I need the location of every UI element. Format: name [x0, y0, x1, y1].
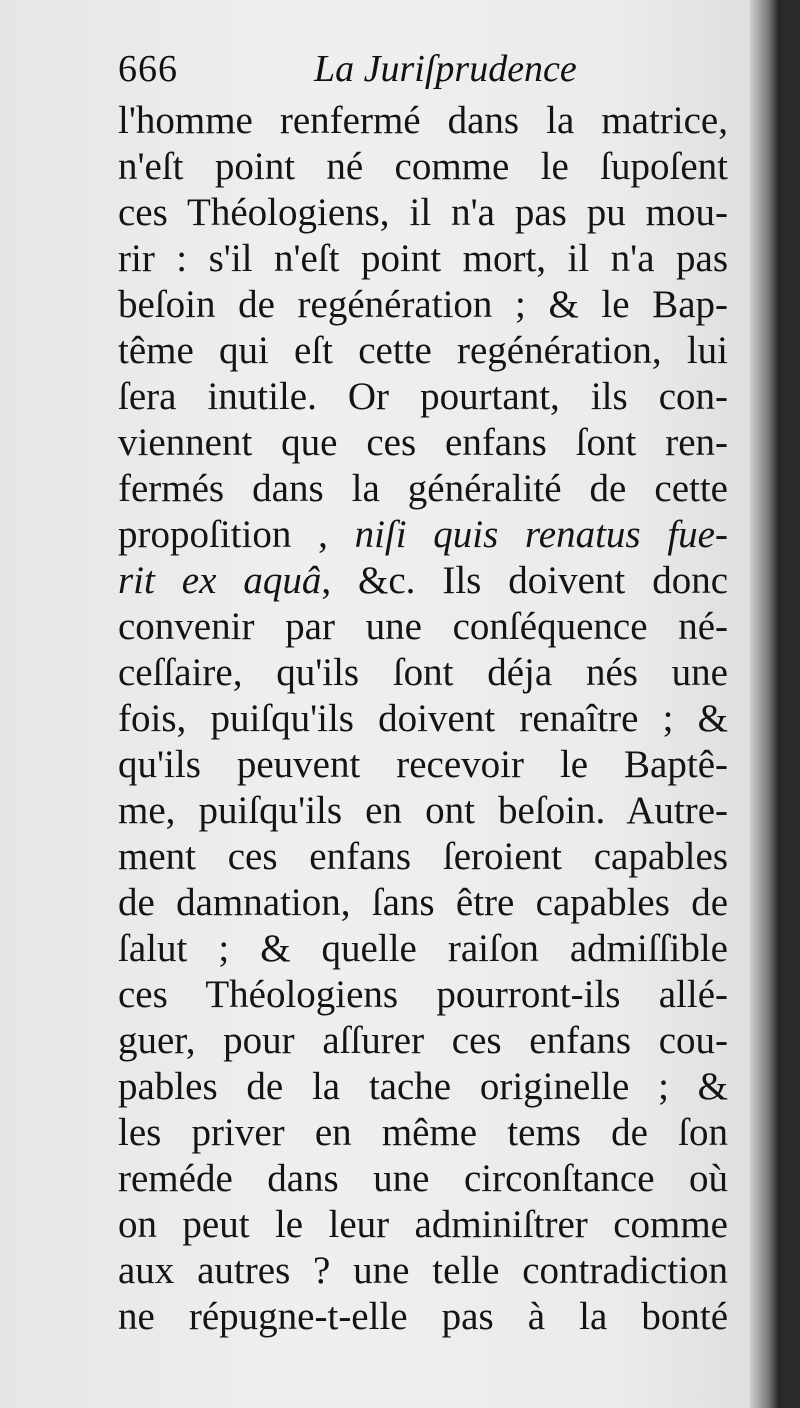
text-line [118, 742, 728, 788]
text-line [118, 1294, 728, 1340]
text-segment: rir : s'il n'eſt point mort, il n'a pas [118, 237, 728, 280]
text-segment: , &c. Ils doivent donc [321, 559, 729, 602]
text-segment: aux autres ? une telle contradiction [118, 1249, 728, 1292]
text-segment: guer, pour aſſurer ces enfans cou- [118, 1019, 728, 1062]
text-segment: ne répugne-t-elle pas à la bonté [118, 1295, 728, 1338]
text-line [118, 1110, 728, 1156]
text-segment: ces Théologiens, il n'a pas pu mou- [118, 191, 728, 234]
text-line [118, 190, 728, 236]
page-number: 666 [118, 48, 178, 90]
text-line [118, 972, 728, 1018]
text-line [118, 1018, 728, 1064]
text-segment: fermés dans la généralité de cette [118, 467, 728, 510]
text-segment: propoſition , [118, 513, 355, 556]
text-segment: ſalut ; & quelle raiſon admiſſible [118, 927, 728, 970]
text-segment: pables de la tache originelle ; & [118, 1065, 728, 1108]
text-segment: de damnation, ſans être capables de [118, 881, 728, 924]
text-segment: me, puiſqu'ils en ont beſoin. Autre- [118, 789, 728, 832]
text-segment: les priver en même tems de ſon [118, 1111, 728, 1154]
text-line [118, 604, 728, 650]
text-line [118, 98, 728, 144]
page-edge-shadow [750, 0, 780, 1408]
text-line [118, 788, 728, 834]
text-segment: fois, puiſqu'ils doivent renaître ; & [118, 697, 728, 740]
text-line [118, 558, 728, 604]
text-line [118, 328, 728, 374]
text-line [118, 144, 728, 190]
italic-text-segment: rit ex aquâ [118, 559, 322, 602]
text-line [118, 512, 728, 558]
text-line [118, 1248, 728, 1294]
italic-text-segment: niſi quis renatus fue- [354, 513, 728, 556]
text-line [118, 236, 728, 282]
text-segment: beſoin de regénération ; & le Bap- [118, 283, 728, 326]
text-segment: ſera inutile. Or pourtant, ils con- [118, 375, 728, 418]
text-line [118, 650, 728, 696]
text-line [118, 1202, 728, 1248]
text-line [118, 466, 728, 512]
text-segment: viennent que ces enfans ſont ren- [118, 421, 728, 464]
page-header [118, 44, 738, 94]
text-segment: reméde dans une circonſtance où [118, 1157, 728, 1200]
text-segment: on peut le leur adminiſtrer comme [118, 1203, 728, 1246]
text-line [118, 1064, 728, 1110]
text-line [118, 834, 728, 880]
text-line [118, 1156, 728, 1202]
body-text [118, 98, 728, 1340]
text-line [118, 374, 728, 420]
running-head: La Juriſprudence [314, 48, 577, 90]
text-line [118, 420, 728, 466]
text-line [118, 696, 728, 742]
text-line [118, 282, 728, 328]
text-segment: ment ces enfans ſeroient capables [118, 835, 728, 878]
text-segment: ceſſaire, qu'ils ſont déja nés une [118, 651, 728, 694]
text-segment: l'homme renfermé dans la matrice, [118, 99, 728, 142]
text-line [118, 926, 728, 972]
text-segment: tême qui eſt cette regénération, lui [118, 329, 728, 372]
text-segment: ces Théologiens pourront-ils allé- [118, 973, 728, 1016]
text-segment: n'eſt point né comme le ſupoſent [118, 145, 728, 188]
text-line [118, 880, 728, 926]
text-segment: convenir par une conſéquence né- [118, 605, 728, 648]
text-segment: qu'ils peuvent recevoir le Baptê- [118, 743, 728, 786]
